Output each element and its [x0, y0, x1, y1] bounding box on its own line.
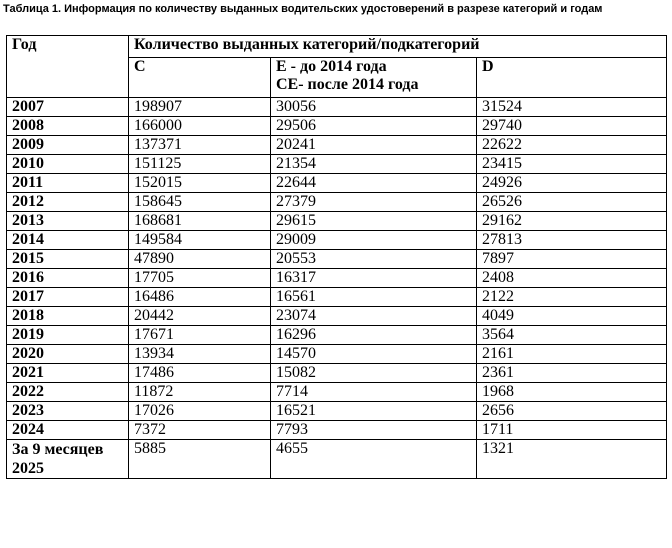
cell-c: 158645: [129, 193, 271, 212]
header-col-e-line1: E - до 2014 года: [276, 58, 387, 75]
cell-d: 22622: [477, 136, 667, 155]
cell-d: 2408: [477, 269, 667, 288]
header-category-group: Количество выданных категорий/подкатегорий: [129, 36, 667, 58]
table-body: [7, 98, 667, 479]
cell-e: 22644: [271, 174, 477, 193]
cell-d: 29740: [477, 117, 667, 136]
cell-c: 166000: [129, 117, 271, 136]
cell-year: 2019: [7, 326, 129, 345]
cell-c: 151125: [129, 155, 271, 174]
cell-e: 16561: [271, 288, 477, 307]
cell-e: 27379: [271, 193, 477, 212]
cell-year: 2009: [7, 136, 129, 155]
license-table: [6, 35, 667, 479]
cell-e: 16296: [271, 326, 477, 345]
cell-c: 17026: [129, 402, 271, 421]
cell-c: 5885: [129, 440, 271, 479]
cell-d: 4049: [477, 307, 667, 326]
cell-e: 16317: [271, 269, 477, 288]
cell-c: 16486: [129, 288, 271, 307]
cell-d: 31524: [477, 98, 667, 117]
table-row: [7, 98, 667, 117]
cell-year: 2010: [7, 155, 129, 174]
table-row: [7, 212, 667, 231]
table-row: [7, 421, 667, 440]
cell-c: 20442: [129, 307, 271, 326]
cell-d: 2361: [477, 364, 667, 383]
cell-e: 30056: [271, 98, 477, 117]
cell-c: 47890: [129, 250, 271, 269]
cell-d: 27813: [477, 231, 667, 250]
cell-year: 2020: [7, 345, 129, 364]
table-row: [7, 402, 667, 421]
header-col-e-line2: CE- после 2014 года: [276, 76, 419, 93]
table-row: [7, 193, 667, 212]
cell-d: 2656: [477, 402, 667, 421]
table-row: [7, 326, 667, 345]
cell-e: 14570: [271, 345, 477, 364]
cell-d: 23415: [477, 155, 667, 174]
table-row: [7, 269, 667, 288]
cell-e: 29506: [271, 117, 477, 136]
table-row: [7, 383, 667, 402]
table-row: [7, 174, 667, 193]
cell-d: 1321: [477, 440, 667, 479]
table-row: [7, 440, 667, 479]
table-row: [7, 155, 667, 174]
cell-year: 2008: [7, 117, 129, 136]
cell-d: 1968: [477, 383, 667, 402]
cell-d: 3564: [477, 326, 667, 345]
cell-c: 17486: [129, 364, 271, 383]
cell-e: 15082: [271, 364, 477, 383]
table-row: [7, 345, 667, 364]
cell-c: 13934: [129, 345, 271, 364]
cell-c: 11872: [129, 383, 271, 402]
cell-d: 2122: [477, 288, 667, 307]
cell-d: 2161: [477, 345, 667, 364]
cell-c: 152015: [129, 174, 271, 193]
table-row: [7, 136, 667, 155]
cell-year: 2017: [7, 288, 129, 307]
cell-c: 168681: [129, 212, 271, 231]
cell-year: 2024: [7, 421, 129, 440]
cell-year: За 9 месяцев 2025: [7, 440, 129, 479]
cell-c: 198907: [129, 98, 271, 117]
cell-c: 17705: [129, 269, 271, 288]
header-col-c: C: [129, 58, 271, 98]
cell-e: 4655: [271, 440, 477, 479]
header-col-e: [271, 58, 477, 98]
cell-e: 29009: [271, 231, 477, 250]
cell-d: 29162: [477, 212, 667, 231]
cell-year: 2011: [7, 174, 129, 193]
cell-d: 1711: [477, 421, 667, 440]
table-row: [7, 231, 667, 250]
cell-c: 137371: [129, 136, 271, 155]
cell-year: 2012: [7, 193, 129, 212]
cell-c: 149584: [129, 231, 271, 250]
cell-year: 2014: [7, 231, 129, 250]
cell-e: 29615: [271, 212, 477, 231]
header-col-d: D: [477, 58, 667, 98]
cell-e: 20241: [271, 136, 477, 155]
cell-e: 7793: [271, 421, 477, 440]
cell-d: 7897: [477, 250, 667, 269]
table-row: [7, 364, 667, 383]
cell-year: 2015: [7, 250, 129, 269]
cell-year: 2016: [7, 269, 129, 288]
cell-year: 2013: [7, 212, 129, 231]
cell-year: 2022: [7, 383, 129, 402]
table-row: [7, 117, 667, 136]
cell-e: 21354: [271, 155, 477, 174]
header-year: Год: [7, 36, 129, 98]
cell-year: 2021: [7, 364, 129, 383]
cell-year: 2023: [7, 402, 129, 421]
cell-e: 16521: [271, 402, 477, 421]
cell-c: 17671: [129, 326, 271, 345]
table-row: [7, 288, 667, 307]
cell-e: 7714: [271, 383, 477, 402]
cell-e: 20553: [271, 250, 477, 269]
cell-year: 2018: [7, 307, 129, 326]
cell-year: 2007: [7, 98, 129, 117]
cell-c: 7372: [129, 421, 271, 440]
table-row: [7, 307, 667, 326]
table-caption: Таблица 1. Информация по количеству выданных водительских удостоверений в разрезе категорий и годам: [3, 3, 603, 15]
table-row: [7, 250, 667, 269]
cell-d: 24926: [477, 174, 667, 193]
cell-e: 23074: [271, 307, 477, 326]
cell-d: 26526: [477, 193, 667, 212]
